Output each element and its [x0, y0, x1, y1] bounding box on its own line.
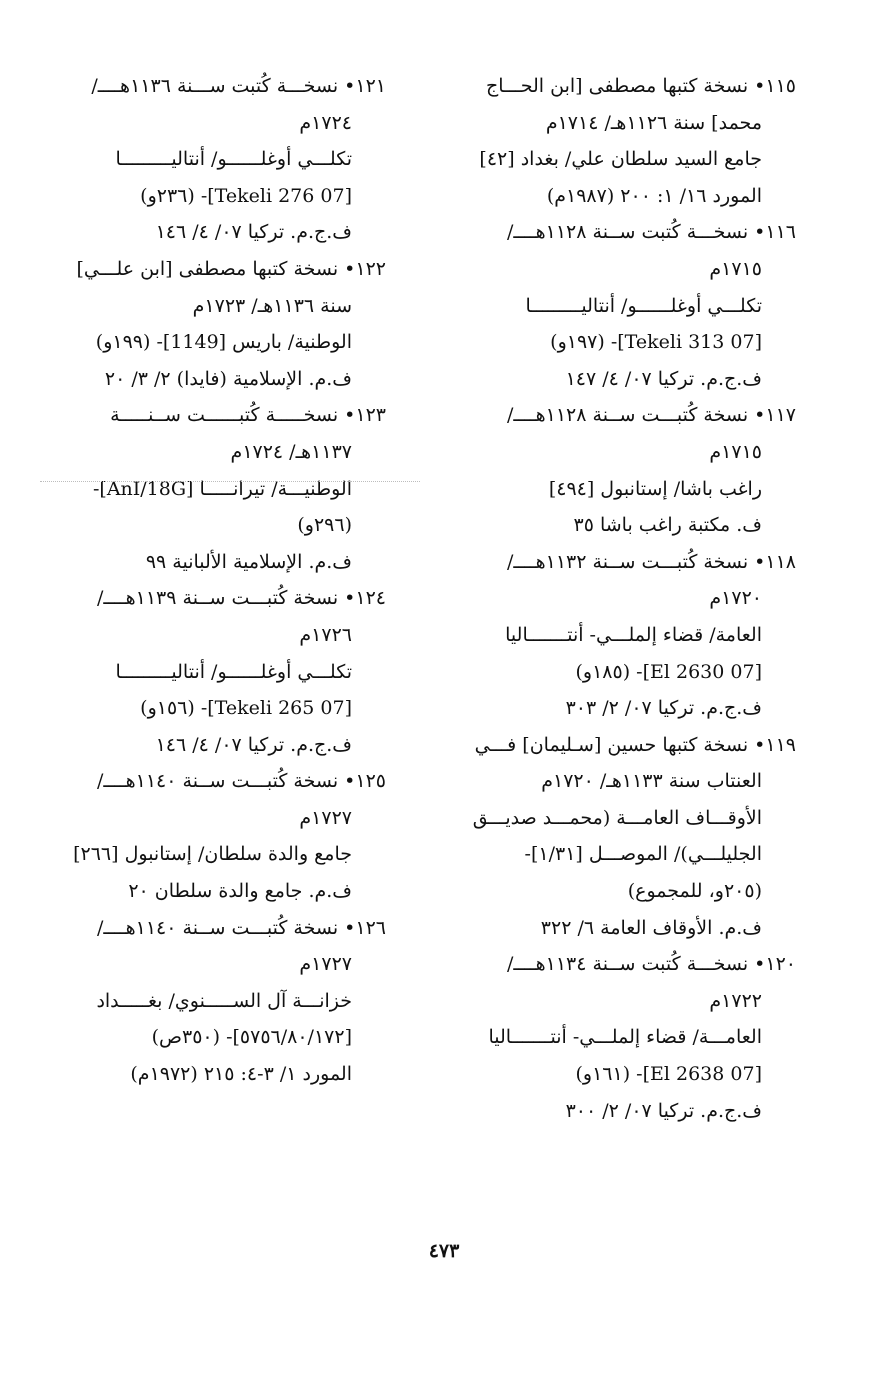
entry-detail-line: الوطنيـــة/ تيرانـــــا [AnI/18G]-	[92, 477, 352, 500]
entry-detail-line: (٢٩٦و)	[297, 514, 352, 537]
entry-detail-line: ١٧٢٧م	[299, 806, 352, 829]
entry-detail-line: تكلـــي أوغلــــــو/ أنتاليـــــــــا	[525, 294, 762, 317]
entry-heading-line: ١٢٠• نسخـــة كُتبت ســنة ١١٣٤هــــ/	[506, 953, 796, 976]
entry-detail-line: ١١٣٧هـ/ ١٧٢٤م	[230, 440, 352, 463]
entry-detail-line: [07 El 2630]- (١٨٥و)	[575, 660, 762, 683]
entry-detail-line: العنتاب سنة ١١٣٣هـ/ ١٧٢٠م	[541, 770, 762, 793]
entry-detail-line: ف.ج.م. تركيا ٠٧/ ٢/ ٣٠٠	[565, 1099, 762, 1122]
entry-detail-line: (٢٠٥و، للمجموع)	[627, 880, 762, 903]
entry-detail-line: [٥٧٥٦/٨٠/١٧٢]- (٣٥٠ص)	[151, 1026, 352, 1049]
entry-heading-line: ١١٨• نسخة كُتبـــت ســنة ١١٣٢هــــ/	[506, 550, 796, 573]
entry-detail-line: ف.ج.م. تركيا ٠٧/ ٤/ ١٤٧	[565, 367, 762, 390]
entry-heading-line: ١١٩• نسخة كتبها حسين [سـليمان] فـــي	[474, 733, 796, 756]
entry-detail-line: ف.م. الإسلامية (فايدا) ٢/ ٣/ ٢٠	[104, 367, 352, 390]
left-column	[56, 68, 386, 1093]
entry-detail-line: جامع السيد سلطان علي/ بغداد [٤٢]	[479, 148, 762, 171]
entry-detail-line: المورد ١/ ٣-٤: ٢١٥ (١٩٧٢م)	[130, 1063, 352, 1086]
entry-heading-line: ١١٦• نسخـــة كُتبت ســنة ١١٢٨هــــ/	[506, 221, 796, 244]
entry-detail-line: ف.م. الأوقاف العامة ٦/ ٣٢٢	[540, 916, 762, 939]
right-column	[460, 68, 796, 1129]
entry-detail-line: ف.ج.م. تركيا ٠٧/ ٤/ ١٤٦	[155, 733, 352, 756]
entry-detail-line: [07 Tekeli 276]- (٢٣٦و)	[140, 184, 352, 207]
entry-detail-line: [07 El 2638]- (١٦١و)	[575, 1063, 762, 1086]
entry-detail-line: تكلـــي أوغلــــــو/ أنتاليـــــــــا	[115, 660, 352, 683]
entry-detail-line: ف.ج.م. تركيا ٠٧/ ٤/ ١٤٦	[155, 221, 352, 244]
entry-detail-line: جامع والدة سلطان/ إستانبول [٢٦٦]	[73, 843, 352, 866]
entry-heading-line: ١٢٣• نسخـــــة كُتبــــــت ســنـــــة	[110, 404, 386, 427]
entry-heading-line: ١٢٤• نسخة كُتبـــت ســنة ١١٣٩هــــ/	[96, 587, 386, 610]
entry-heading-line: ١١٥• نسخة كتبها مصطفى [ابن الحـــاج	[486, 75, 796, 97]
entry-heading-line: ١١٧• نسخة كُتبـــت ســنة ١١٢٨هــــ/	[506, 404, 796, 427]
entry-detail-line: ١٧١٥م	[709, 257, 762, 280]
entry-detail-line: العامة/ قضاء إلملـــي- أنتـــــــاليا	[505, 623, 762, 646]
entry-detail-line: ١٧١٥م	[709, 440, 762, 463]
entry-heading-line: ١٢٥• نسخة كُتبـــت ســنة ١١٤٠هــــ/	[96, 770, 386, 793]
dotted-divider	[40, 481, 420, 482]
entry-detail-line: ف. مكتبة راغب باشا ٣٥	[573, 514, 762, 537]
entry-heading-line: ١٢٢• نسخة كتبها مصطفى [ابن علـــي]	[76, 257, 386, 280]
entry-detail-line: سنة ١١٣٦هـ/ ١٧٢٣م	[192, 294, 352, 317]
entry-detail-line: ١٧٢٦م	[299, 623, 352, 646]
entry-detail-line: ١٧٢٢م	[709, 989, 762, 1012]
entry-detail-line: [07 Tekeli 265]- (١٥٦و)	[140, 697, 352, 720]
page-number: ٤٧٣	[428, 1240, 460, 1262]
entry-detail-line: تكلـــي أوغلــــــو/ أنتاليـــــــــا	[115, 148, 352, 171]
entry-detail-line: ف.ج.م. تركيا ٠٧/ ٢/ ٣٠٣	[565, 697, 762, 720]
entry-detail-line: العامـــة/ قضاء إلملـــي- أنتـــــــاليا	[488, 1026, 762, 1049]
entry-heading-line: ١٢١• نسخـــة كُتبت ســـنة ١١٣٦هــــ/	[91, 75, 386, 97]
entry-detail-line: الأوقـــاف العامـــة (محمـــد صديـــق	[472, 806, 762, 829]
entry-detail-line: محمد] سنة ١١٢٦هـ/ ١٧١٤م	[545, 111, 762, 134]
entry-detail-line: ١٧٢٧م	[299, 953, 352, 976]
entry-detail-line: الوطنية/ باريس [1149]- (١٩٩و)	[95, 331, 352, 354]
entry-detail-line: خزانـــة آل الســـــنوي/ بغـــــداد	[96, 989, 352, 1012]
entry-detail-line: ١٧٢٠م	[709, 587, 762, 610]
entry-detail-line: راغب باشا/ إستانبول [٤٩٤]	[548, 477, 762, 500]
entry-detail-line: ١٧٢٤م	[299, 111, 352, 134]
entry-detail-line: [07 Tekeli 313]- (١٩٧و)	[550, 331, 762, 354]
entry-detail-line: ف.م. جامع والدة سلطان ٢٠	[128, 880, 352, 903]
entry-detail-line: ف.م. الإسلامية الألبانية ٩٩	[145, 550, 352, 573]
entry-heading-line: ١٢٦• نسخة كُتبـــت ســنة ١١٤٠هــــ/	[96, 916, 386, 939]
entry-detail-line: الجليلـــي)/ الموصـــل [١/٣١]-	[524, 843, 762, 866]
entry-detail-line: المورد ١٦/ ١: ٢٠٠ (١٩٨٧م)	[546, 184, 762, 207]
